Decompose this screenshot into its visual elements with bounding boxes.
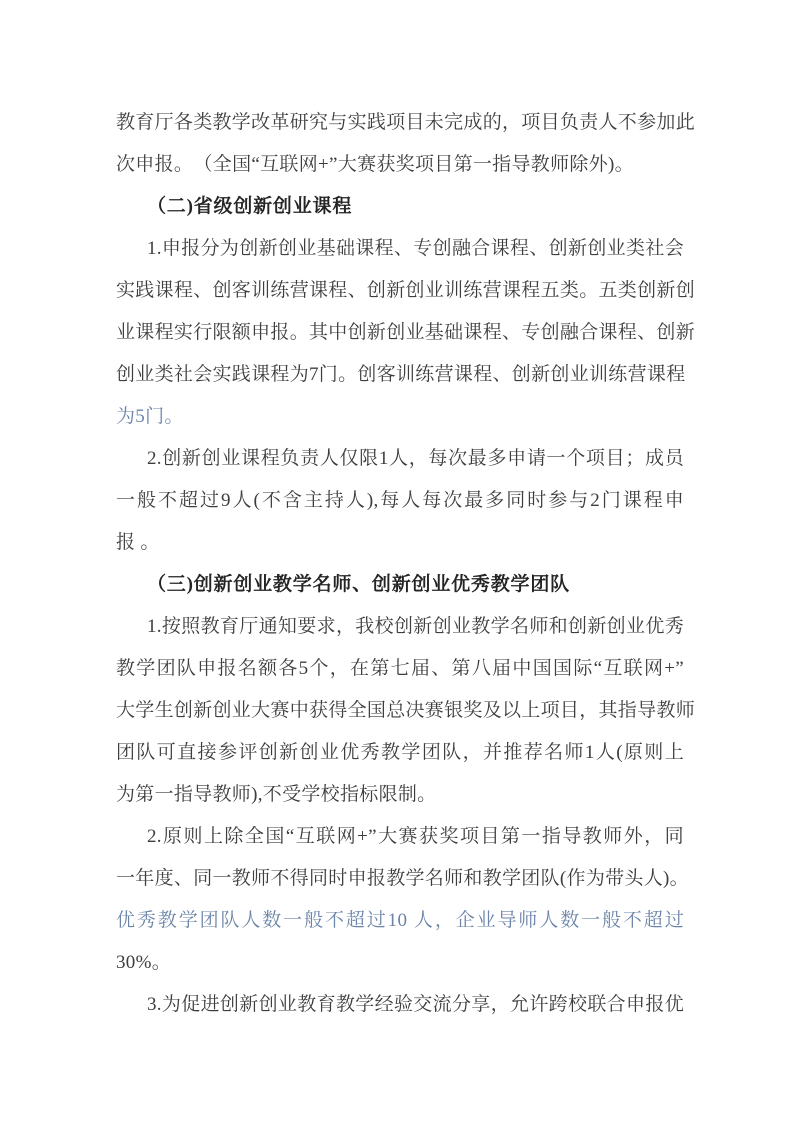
paragraph-line: 一年度、同一教师不得同时申报教学名师和教学团队(作为带头人)。: [116, 868, 689, 889]
section-heading-2: （二)省级创新创业课程: [147, 196, 353, 217]
paragraph-line: 1.申报分为创新创业基础课程、专创融合课程、创新创业类社会: [147, 238, 684, 259]
paragraph-line: 业课程实行限额申报。其中创新创业基础课程、专创融合课程、创新: [116, 322, 696, 343]
paragraph-line: 为第一指导教师),不受学校指标限制。: [116, 784, 437, 805]
paragraph-line: 次申报。 （全国“互联网+”大赛获奖项目第一指导教师除外)。: [116, 154, 634, 175]
paragraph-line: 团队可直接参评创新创业优秀教学团队，并推荐名师1人(原则上: [116, 742, 684, 763]
section-heading-3: （三)创新创业教学名师、创新创业优秀教学团队: [147, 574, 570, 595]
paragraph-line: 2.原则上除全国“互联网+”大赛获奖项目第一指导教师外，同: [147, 826, 684, 847]
paragraph-line: 1.按照教育厅通知要求，我校创新创业教学名师和创新创业优秀: [147, 616, 684, 637]
paragraph-line: 报 。: [116, 532, 160, 553]
paragraph-line: 创业类社会实践课程为7门。创客训练营课程、创新创业训练营课程: [116, 364, 686, 385]
highlighted-line: 为5门。: [116, 406, 184, 427]
paragraph-line: 大学生创新创业大赛中获得全国总决赛银奖及以上项目，其指导教师: [116, 700, 696, 721]
paragraph-line: 教育厅各类教学改革研究与实践项目未完成的，项目负责人不参加此: [116, 112, 696, 133]
paragraph-line: 2.创新创业课程负责人仅限1人，每次最多申请一个项目；成员: [147, 448, 684, 469]
paragraph-line: 实践课程、创客训练营课程、创新创业训练营课程五类。五类创新创: [116, 280, 696, 301]
document-body: [116, 102, 696, 1026]
paragraph-line: 3.为促进创新创业教育教学经验交流分享，允许跨校联合申报优: [147, 994, 684, 1015]
paragraph-line: 教学团队申报名额各5个，在第七届、第八届中国国际“互联网+”: [116, 658, 684, 679]
paragraph-line: 30%。: [116, 952, 172, 973]
highlighted-line: 优秀教学团队人数一般不超过10 人，企业导师人数一般不超过: [116, 910, 684, 931]
paragraph-line: 一般不超过9人(不含主持人),每人每次最多同时参与2门课程申: [116, 490, 684, 511]
